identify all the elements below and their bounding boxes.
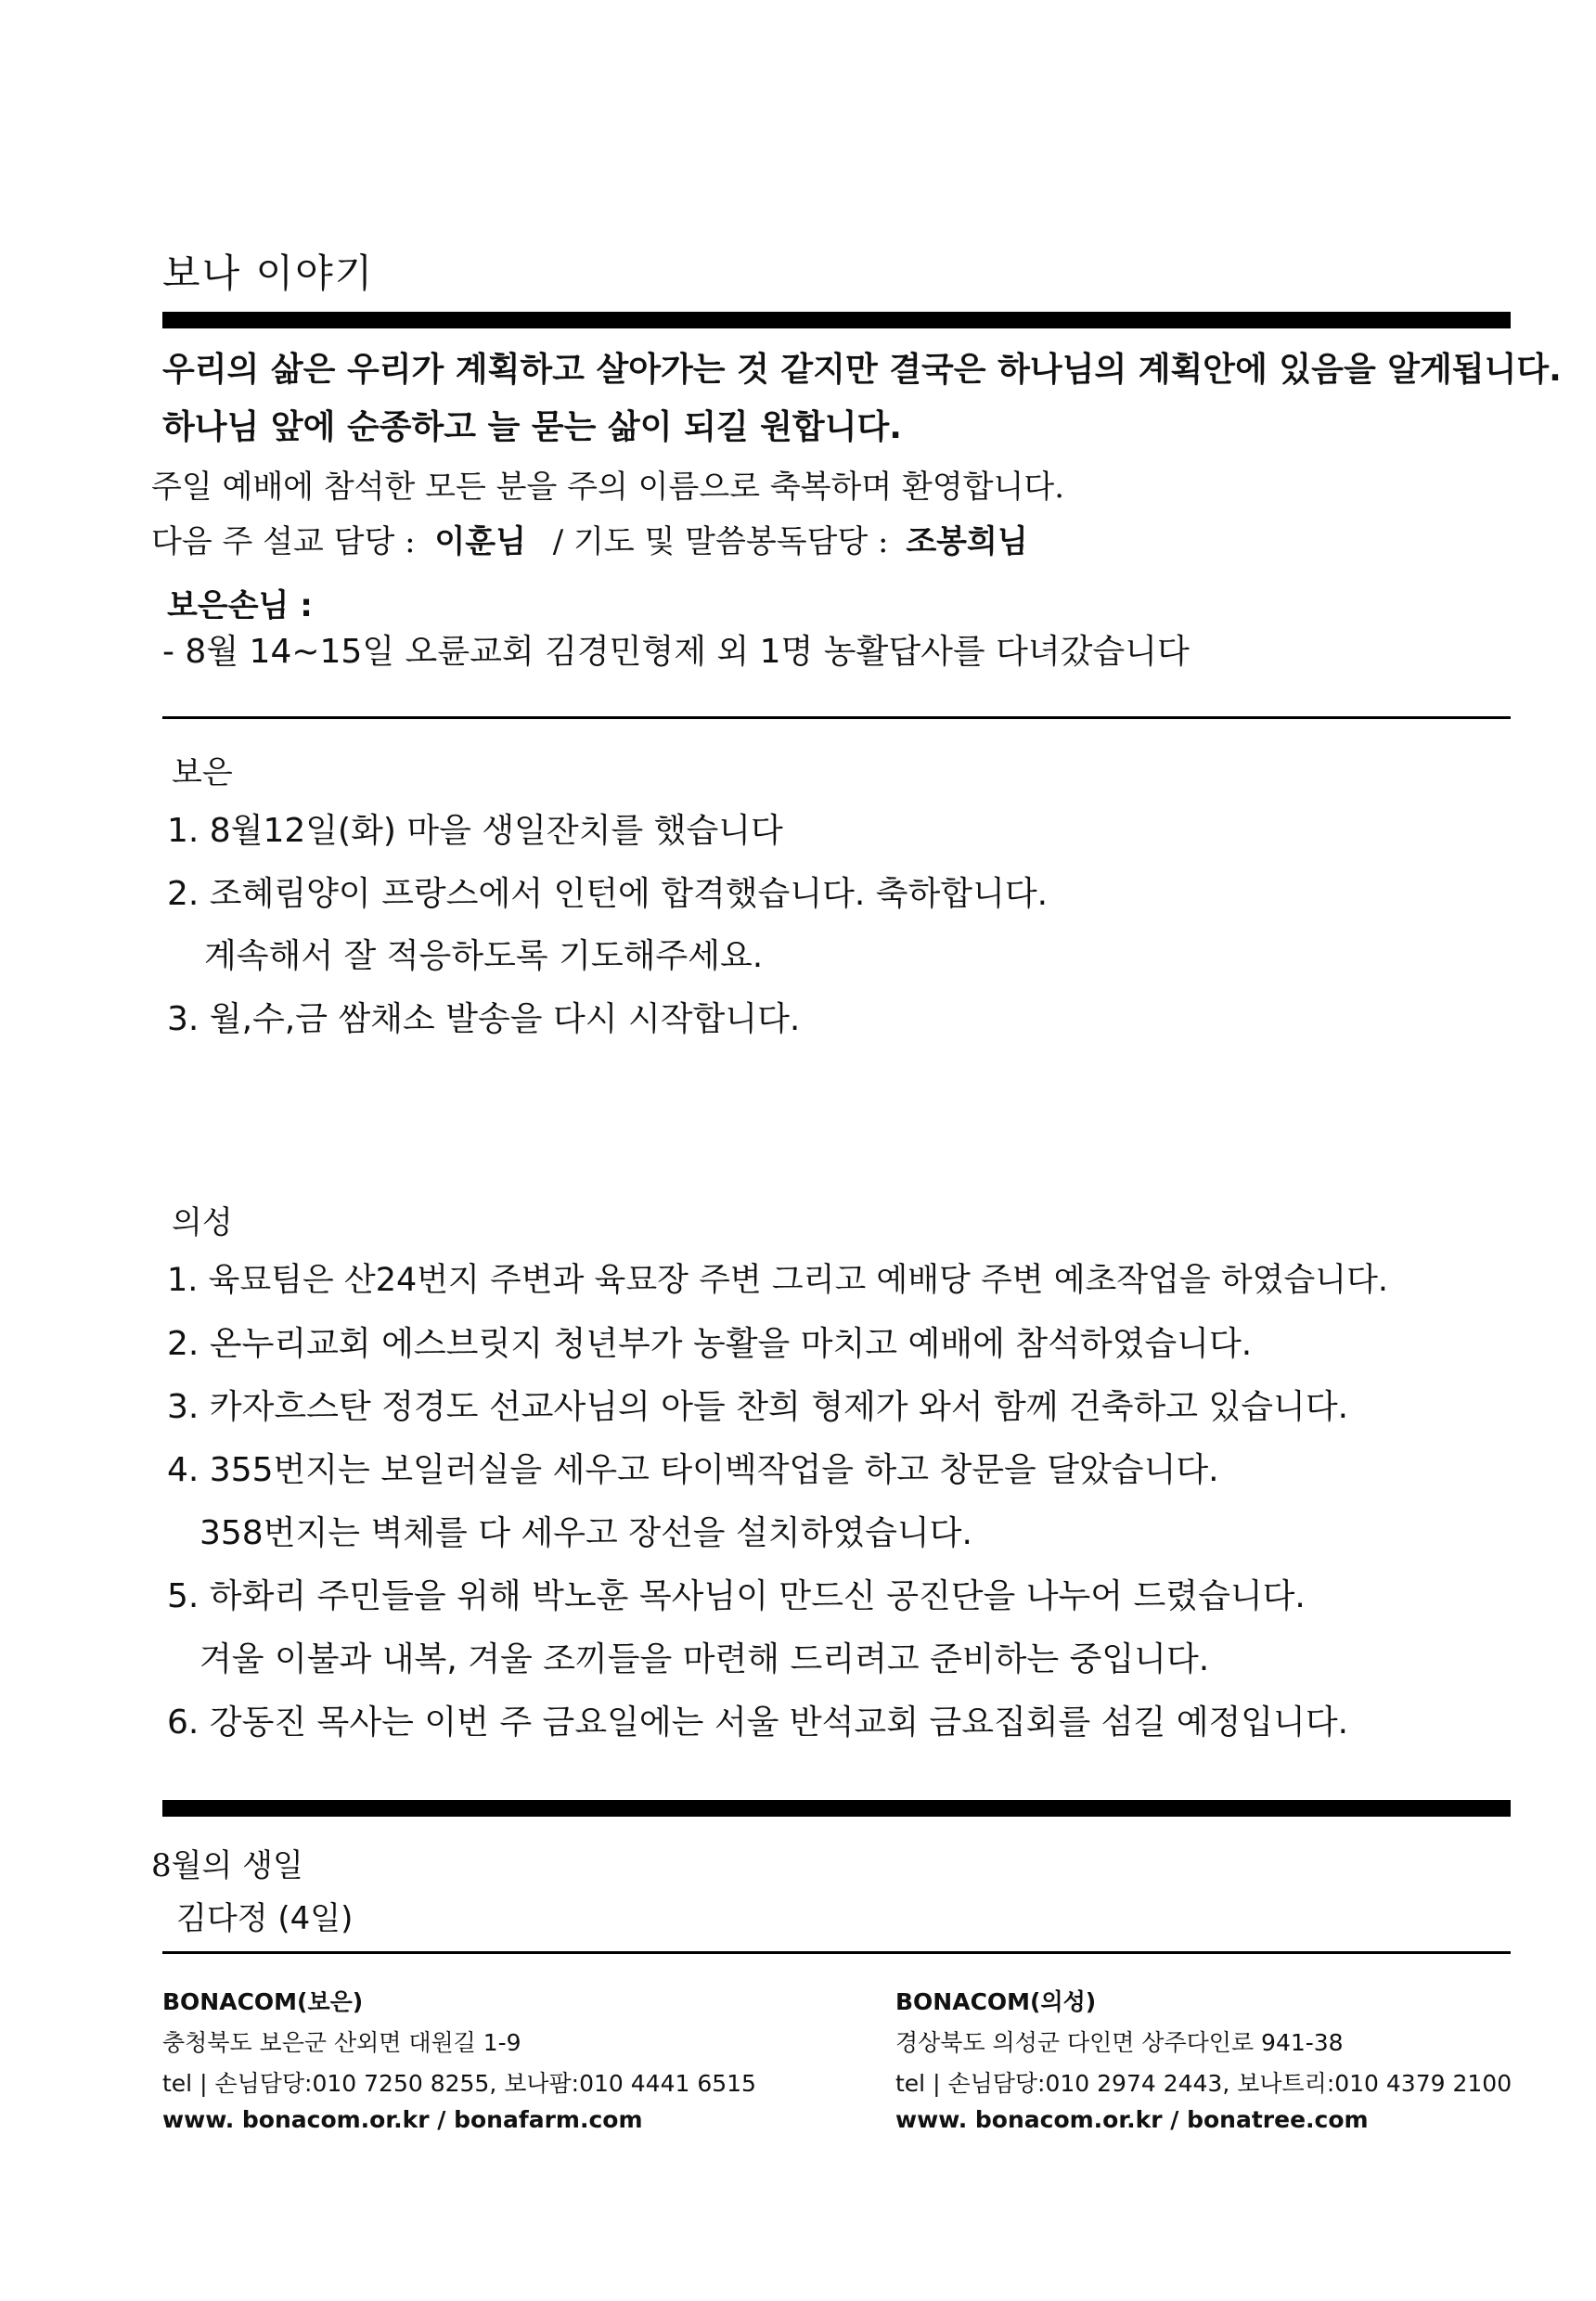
uiseong-heading: 의성 <box>172 1204 233 1241</box>
intro-line-1: 우리의 삶은 우리가 계획하고 살아가는 것 같지만 결국은 하나님의 계획안에 있음을 알게됩니다. <box>162 351 1562 389</box>
sermon-name: 이훈님 <box>434 523 526 560</box>
uiseong-item-4-cont: 358번지는 벽체를 다 세우고 장선을 설치하였습니다. <box>200 1514 972 1552</box>
prayer-label: / 기도 및 말씀봉독담당 : <box>552 523 889 560</box>
welcome-text: 주일 예배에 참석한 모든 분을 주의 이름으로 축복하며 환영합니다. <box>151 469 1065 506</box>
sermon-label: 다음 주 설교 담당 : <box>151 523 416 560</box>
footer-left-address: 충청북도 보은군 산외면 대원길 1-9 <box>162 2029 521 2056</box>
divider-1 <box>162 716 1511 719</box>
boeun-item-1: 1. 8월12일(화) 마을 생일잔치를 했습니다 <box>167 812 783 850</box>
page-title: 보나 이야기 <box>162 251 375 296</box>
boeun-item-2-cont: 계속해서 잘 적응하도록 기도해주세요. <box>204 937 764 975</box>
next-week-line <box>151 516 1028 561</box>
uiseong-item-4: 4. 355번지는 보일러실을 세우고 타이벡작업을 하고 창문을 달았습니다. <box>167 1451 1219 1489</box>
guests-label: 보은손님 : <box>167 587 313 624</box>
uiseong-item-3: 3. 카자흐스탄 정경도 선교사님의 아들 찬희 형제가 와서 함께 건축하고 있습니다. <box>167 1388 1349 1426</box>
uiseong-item-6: 6. 강동진 목사는 이번 주 금요일에는 서울 반석교회 금요집회를 섬길 예정입니다. <box>167 1703 1349 1742</box>
footer-left-title: BONACOM(보은) <box>162 1988 364 2015</box>
birthday-heading: 8월의 생일 <box>151 1847 303 1884</box>
prayer-name: 조봉희님 <box>906 523 1028 560</box>
boeun-heading: 보은 <box>172 754 233 791</box>
footer-divider <box>162 1951 1511 1954</box>
uiseong-item-2: 2. 온누리교회 에스브릿지 청년부가 농활을 마치고 예배에 참석하였습니다. <box>167 1325 1253 1363</box>
boeun-item-3: 3. 월,수,금 쌈채소 발송을 다시 시작합니다. <box>167 1000 801 1038</box>
uiseong-item-5-cont: 겨울 이불과 내복, 겨울 조끼들을 마련해 드리려고 준비하는 중입니다. <box>200 1640 1210 1678</box>
guests-line: - 8월 14~15일 오륜교회 김경민형제 외 1명 농활답사를 다녀갔습니다 <box>162 633 1190 671</box>
boeun-item-2: 2. 조혜림양이 프랑스에서 인턴에 합격했습니다. 축하합니다. <box>167 875 1049 913</box>
footer-right-title: BONACOM(의성) <box>895 1988 1097 2015</box>
bottom-divider <box>162 1800 1511 1817</box>
uiseong-item-1: 1. 육묘팀은 산24번지 주변과 육묘장 주변 그리고 예배당 주변 예초작업을 하였습니다. <box>167 1262 1389 1299</box>
footer-right-tel: tel | 손님담당:010 2974 2443, 보나트리:010 4379 2100 <box>895 2070 1512 2097</box>
footer-right-address: 경상북도 의성군 다인면 상주다인로 941-38 <box>895 2029 1344 2056</box>
uiseong-item-5: 5. 하화리 주민들을 위해 박노훈 목사님이 만드신 공진단을 나누어 드렸습니다. <box>167 1577 1306 1615</box>
birthday-name: 김다정 (4일) <box>176 1900 354 1937</box>
top-divider <box>162 312 1511 328</box>
footer-left-tel: tel | 손님담당:010 7250 8255, 보나팜:010 4441 6515 <box>162 2070 756 2097</box>
footer-left-web[interactable]: www. bonacom.or.kr / bonafarm.com <box>162 2106 643 2133</box>
intro-line-2: 하나님 앞에 순종하고 늘 묻는 삶이 되길 원합니다. <box>162 408 902 446</box>
footer-right-web[interactable]: www. bonacom.or.kr / bonatree.com <box>895 2106 1369 2133</box>
